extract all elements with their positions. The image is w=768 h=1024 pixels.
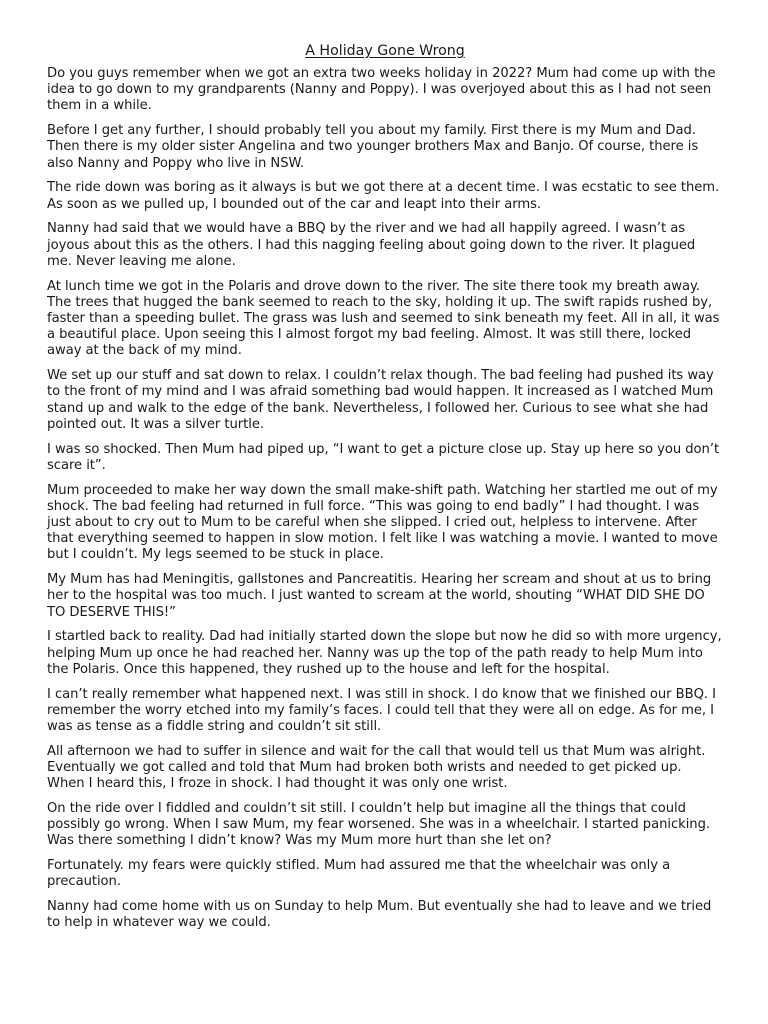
paragraph-10: I startled back to reality. Dad had initially started down the slope but now he did so with more urgency, helping Mum up once he had reached her. Nanny was up the top of the path ready to help Mum into the Polaris. Once this happened, they rushed up to the house and left for the hospital.: [47, 629, 722, 677]
paragraph-8: Mum proceeded to make her way down the small make-shift path. Watching her startled me out of my shock. The bad feeling had returned in full force. “This was going to end badly” I had thought. I was just about to cry out to Mum to be careful when she slipped. I cried out, helpless to intervene. After that everything seemed to happen in slow motion. I felt like I was watching a movie. I wanted to move but I couldn’t. My legs seemed to be stuck in place.: [47, 482, 718, 563]
paragraph-13: On the ride over I fiddled and couldn’t sit still. I couldn’t help but imagine all the things that could possibly go wrong. When I saw Mum, my fear worsened. She was in a wheelchair. I started panicking. Was there something I didn’t know? Was my Mum more hurt than she let on?: [47, 801, 710, 849]
paragraph-9: My Mum has had Meningitis, gallstones and Pancreatitis. Hearing her scream and shout at us to bring her to the hospital was too much. I just wanted to scream at the world, shouting “WHAT DID SHE DO TO DESERVE THIS!”: [47, 572, 712, 620]
paragraph-11: I can’t really remember what happened next. I was still in shock. I do know that we finished our BBQ. I remember the worry etched into my family’s faces. I could tell that they were all on edge. As for me, I was as tense as a fiddle string and couldn’t sit still.: [47, 686, 716, 735]
document-title: A Holiday Gone Wrong: [305, 43, 465, 59]
paragraph-12: All afternoon we had to suffer in silence and wait for the call that would tell us that Mum was alright. Eventually we got called and told that Mum had broken both wrists and needed to get picked up. When I heard this, I froze in shock. I had thought it was only one wrist.: [47, 743, 706, 792]
paragraph-1: Do you guys remember when we got an extra two weeks holiday in 2022? Mum had come up with the idea to go down to my grandparents (Nanny and Poppy). I was overjoyed about this as I had not seen them in a while.: [47, 66, 716, 114]
paragraph-3: The ride down was boring as it always is but we got there at a decent time. I was ecstatic to see them. As soon as we pulled up, I bounded out of the car and leapt into their arms.: [47, 180, 720, 212]
paragraph-7: I was so shocked. Then Mum had piped up, “I want to get a picture close up. Stay up here so you don’t scare it”.: [47, 441, 720, 473]
document-page: [47, 42, 723, 940]
paragraph-14: Fortunately. my fears were quickly stifled. Mum had assured me that the wheelchair was only a precaution.: [47, 858, 671, 890]
paragraph-2: Before I get any further, I should probably tell you about my family. First there is my Mum and Dad. Then there is my older sister Angelina and two younger brothers Max and Banjo. Of course, there is also Nanny and Poppy who live in NSW.: [47, 123, 699, 171]
paragraph-5: At lunch time we got in the Polaris and drove down to the river. The site there took my breath away. The trees that hugged the bank seemed to reach to the sky, holding it up. The swift rapids rushed by, faster than a speeding bullet. The grass was lush and seemed to sink beneath my feet. All in all, it was a beautiful place. Upon seeing this I almost forgot my bad feeling. Almost. It was still there, locked away at the back of my mind.: [47, 278, 720, 359]
paragraph-4: Nanny had said that we would have a BBQ by the river and we had all happily agreed. I wasn’t as joyous about this as the others. I had this nagging feeling about going down to the river. It plagued me. Never leaving me alone.: [47, 221, 696, 269]
paragraph-6: We set up our stuff and sat down to relax. I couldn’t relax though. The bad feeling had pushed its way to the front of my mind and I was afraid something bad would happen. It increased as I watched Mum stand up and walk to the edge of the bank. Nevertheless, I followed her. Curious to see what she had pointed out. It was a silver turtle.: [47, 368, 714, 432]
paragraph-15: Nanny had come home with us on Sunday to help Mum. But eventually she had to leave and we tried to help in whatever way we could.: [47, 899, 712, 931]
